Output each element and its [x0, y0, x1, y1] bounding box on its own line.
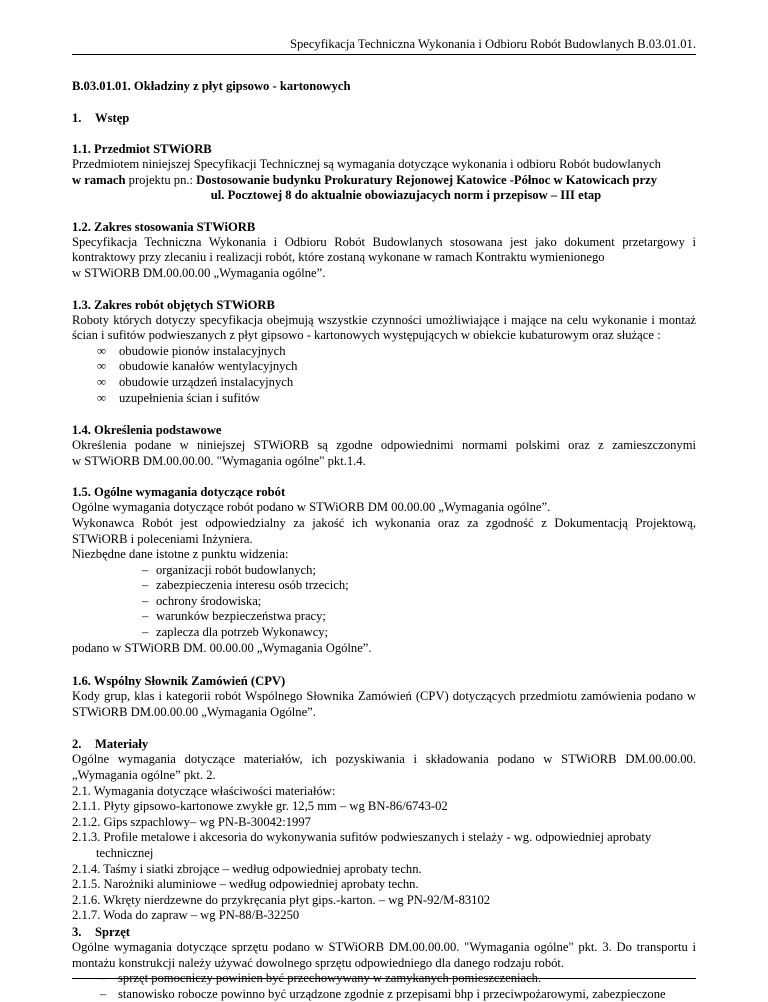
section-number: 1. [72, 111, 82, 125]
list-item-text: stanowisko robocze powinno być urządzone zgodnie z przepisami bhp i przeciwpożarowymi, zabezpieczone [118, 986, 666, 1001]
paragraph-1-6: Kody grup, klas i kategorii robót Wspólnego Słownika Zamówień (CPV) dotyczących przedmiotu zamówienia podano w STWiORB DM.00.00.00 „Wymagania Ogólne”. [72, 689, 696, 719]
paragraph-1-4-end: w STWiORB DM.00.00.00. "Wymagania ogólne" pkt.1.4. [72, 453, 366, 468]
paragraph-1-4: Określenia podane w niniejszej STWiORB są zgodne odpowiednimi normami polskimi oraz z zamieszczonymi [72, 438, 696, 453]
footer-rule [72, 978, 696, 979]
section-2-heading [72, 736, 696, 752]
list-item [97, 344, 696, 360]
list-item [100, 987, 696, 1002]
list-item [142, 578, 696, 594]
list-item-text: obudowie kanałów wentylacyjnych [119, 359, 298, 374]
list-item-text: organizacji robót budowlanych; [156, 562, 316, 577]
heading-1-3: 1.3. Zakres robót objętych STWiORB [72, 297, 275, 312]
list-item-text: obudowie urządzeń instalacyjnych [119, 374, 294, 389]
dash-bullet-icon: – [142, 562, 149, 577]
list-item [142, 594, 696, 610]
list-item-text: zabezpieczenia interesu osób trzecich; [156, 578, 349, 593]
dash-bullet-icon: – [142, 609, 149, 624]
section-label: Materiały [95, 737, 149, 752]
section-number: 3. [72, 924, 82, 939]
list-item-text: ochrony środowiska; [156, 593, 262, 608]
infinity-bullet-icon: ∞ [97, 390, 106, 405]
paragraph-1-2: Specyfikacja Techniczna Wykonania i Odbioru Robót Budowlanych stosowana jest jako dokument przetargowy i kontraktowy przy zlecaniu i realizacji robót, które zostaną wykonane w ramach Kontraktu wymienionego [72, 234, 696, 265]
section-number: 2. [72, 737, 82, 752]
paragraph-1-5-after: podano w STWiORB DM. 00.00.00 „Wymagania Ogólne”. [72, 640, 372, 655]
project-name: Dostosowanie budynku Prokuratury Rejonowej Katowice -Północ w Katowicach przy [196, 172, 657, 187]
dash-bullet-icon: – [142, 593, 149, 608]
item-2-1-3: 2.1.3. Profile metalowe i akcesoria do wykonywania sufitów podwieszanych i stelaży - wg. odpowiedniej aprobaty [72, 830, 652, 845]
paragraph-1-1-line1: Przedmiotem niniejszej Specyfikacji Technicznej są wymagania dotyczące wykonania i odbioru Robót budowlanych [72, 157, 661, 171]
heading-1-2: 1.2. Zakres stosowania STWiORB [72, 219, 256, 234]
list-item [142, 609, 696, 625]
paragraph-1-5-line2: Wykonawca Robót jest odpowiedzialny za jakość ich wykonania oraz za zgodność z Dokumentacją Projektową, STWiORB i poleceniami Inżyniera. [72, 515, 696, 546]
heading-1-6: 1.6. Wspólny Słownik Zamówień (CPV) [72, 674, 286, 689]
section-label: Wstęp [95, 111, 130, 125]
paragraph-1-3: Roboty których dotyczy specyfikacja obejmują wszystkie czynności umożliwiające i mające na celu wykonanie i montaż ścian i sufitów podwieszanych z płyt gipsowo - kartonowych występujących w obiekcie kubaturowym oraz służące : [72, 312, 696, 343]
item-2-1-4: 2.1.4. Taśmy i siatki zbrojące – według odpowiedniej aprobaty techn. [72, 861, 422, 876]
list-item-text: uzupełnienia ścian i sufitów [119, 390, 260, 405]
item-2-1-2: 2.1.2. Gips szpachlowy– wg PN-B-30042:1997 [72, 814, 311, 829]
item-2-1-7: 2.1.7. Woda do zapraw – wg PN-88/B-32250 [72, 908, 300, 923]
list-item-text: obudowie pionów instalacyjnych [119, 343, 286, 358]
paragraph-1-5-line1: Ogólne wymagania dotyczące robót podano w STWiORB DM 00.00.00 „Wymagania ogólne”. [72, 500, 551, 515]
list-item-text: zaplecza dla potrzeb Wykonawcy; [156, 625, 329, 640]
project-name-cont: ul. Pocztowej 8 do aktualnie obowiazujacych norm i przepisow – III etap [210, 188, 602, 203]
item-2-1-3-cont: technicznej [96, 846, 154, 860]
dash-bullet-icon: – [100, 986, 107, 1001]
document-page [72, 36, 696, 1002]
heading-1-5: 1.5. Ogólne wymagania dotyczące robót [72, 485, 286, 500]
list-item [97, 359, 696, 375]
list-item [142, 563, 696, 579]
page-header: Specyfikacja Techniczna Wykonania i Odbioru Robót Budowlanych B.03.01.01. [72, 36, 696, 55]
list-1-3 [72, 344, 696, 406]
dash-bullet-icon: – [142, 625, 149, 640]
item-2-1-1: 2.1.1. Płyty gipsowo-kartonowe zwykłe gr. 12,5 mm – wg BN-86/6743-02 [72, 799, 448, 814]
paragraph-2-intro: Ogólne wymagania dotyczące materiałów, ich pozyskiwania i składowania podano w STWiORB DM.00.00.00. „Wymagania ogólne” pkt. 2. [72, 752, 696, 783]
paragraph-1-1-line2 [72, 173, 696, 189]
list-item [97, 375, 696, 391]
infinity-bullet-icon: ∞ [97, 374, 106, 389]
paragraph-1-2-end: w STWiORB DM.00.00.00 „Wymagania ogólne”. [72, 265, 326, 280]
list-item [142, 625, 696, 641]
section-1-heading [72, 110, 696, 126]
dash-bullet-icon: – [142, 578, 149, 593]
infinity-bullet-icon: ∞ [97, 359, 106, 374]
paragraph-2-1: 2.1. Wymagania dotyczące właściwości materiałów: [72, 783, 336, 798]
text-normal: projektu pn.: [125, 172, 197, 187]
section-3-heading [72, 924, 696, 940]
list-3 [72, 971, 696, 1002]
text-bold: w ramach [72, 172, 126, 187]
list-item-text: warunków bezpieczeństwa pracy; [156, 609, 326, 624]
paragraph-3-intro: Ogólne wymagania dotyczące sprzętu podano w STWiORB DM.00.00.00. "Wymagania ogólne" pkt. 3. Do transportu i montażu konstrukcji należy używać dowolnego sprzętu odpowiedniego dla danego rodzaju robót. [72, 939, 696, 970]
list-item-text: sprzęt pomocniczy powinien być przechowywany w zamykanych pomieszczeniach. [118, 971, 542, 986]
document-title: B.03.01.01. Okładziny z płyt gipsowo - kartonowych [72, 79, 351, 93]
paragraph-1-5-line3: Niezbędne dane istotne z punktu widzenia: [72, 547, 289, 562]
section-label: Sprzęt [95, 924, 130, 939]
infinity-bullet-icon: ∞ [97, 343, 106, 358]
dash-bullet-icon: – [100, 971, 107, 986]
list-item [97, 391, 696, 407]
list-1-5 [72, 563, 696, 641]
heading-1-4: 1.4. Określenia podstawowe [72, 423, 222, 438]
item-2-1-5: 2.1.5. Narożniki aluminiowe – według odpowiedniej aprobaty techn. [72, 877, 419, 892]
heading-1-1: 1.1. Przedmiot STWiORB [72, 142, 212, 156]
item-2-1-6: 2.1.6. Wkręty nierdzewne do przykręcania płyt gips.-karton. – wg PN-92/M-83102 [72, 892, 491, 907]
